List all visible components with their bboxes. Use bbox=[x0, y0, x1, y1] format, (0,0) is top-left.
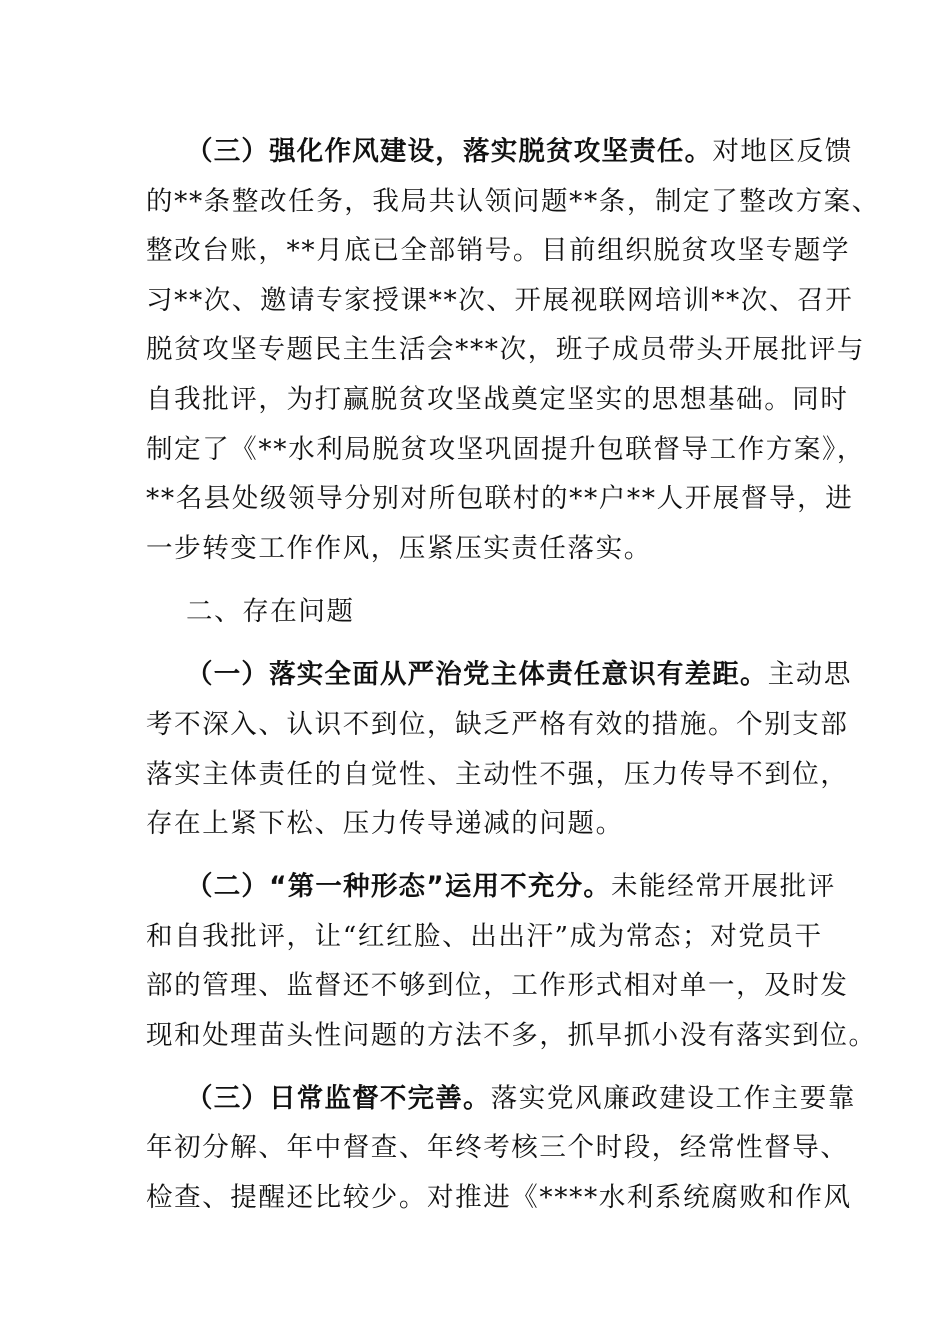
paragraph-first-line bbox=[186, 1081, 856, 1117]
paragraph-text-line: 脱贫攻坚专题民主生活会***次，班子成员带头开展批评与 bbox=[146, 334, 865, 365]
paragraph-text-line: 自我批评，为打赢脱贫攻坚战奠定坚实的思想基础。同时 bbox=[146, 384, 849, 415]
paragraph-text-line: 和自我批评，让“红红脸、出出汗”成为常态；对党员干 bbox=[146, 921, 823, 952]
paragraph-text-line: 一步转变工作作风，压紧压实责任落实。 bbox=[146, 533, 652, 564]
paragraph-heading: （三）日常监督不完善。 bbox=[186, 1083, 491, 1114]
paragraph-text: 主动思 bbox=[767, 659, 853, 690]
paragraph-text-line: 整改台账，**月底已全部销号。目前组织脱贫攻坚专题学 bbox=[146, 235, 851, 266]
paragraph-text-line: 年初分解、年中督查、年终考核三个时段，经常性督导、 bbox=[146, 1132, 849, 1163]
paragraph-text-line: 制定了《**水利局脱贫攻坚巩固提升包联督导工作方案》， bbox=[146, 434, 865, 465]
paragraph-text: 对地区反馈 bbox=[712, 136, 853, 167]
paragraph-text: 落实党风廉政建设工作主要靠 bbox=[490, 1083, 857, 1114]
paragraph-first-line bbox=[186, 869, 836, 905]
paragraph-text-line: 落实主体责任的自觉性、主动性不强，压力传导不到位， bbox=[146, 759, 849, 790]
paragraph-first-line bbox=[186, 657, 852, 693]
paragraph-text-line: 部的管理、监督还不够到位，工作形式相对单一，及时发 bbox=[146, 970, 849, 1001]
paragraph-text: 未能经常开展批评 bbox=[611, 871, 836, 902]
paragraph-text-line: 检查、提醒还比较少。对推进《****水利系统腐败和作风 bbox=[146, 1182, 852, 1213]
paragraph-text-line: **名县处级领导分别对所包联村的**户**人开展督导，进 bbox=[146, 483, 854, 514]
paragraph-text-line: 现和处理苗头性问题的方法不多，抓早抓小没有落实到位。 bbox=[146, 1020, 877, 1051]
paragraph-text-line: 考不深入、认识不到位，缺乏严格有效的措施。个别支部 bbox=[146, 709, 849, 740]
paragraph-heading: （二）“第一种形态”运用不充分。 bbox=[186, 871, 612, 902]
paragraph-heading: （一）落实全面从严治党主体责任意识有差距。 bbox=[186, 659, 768, 690]
paragraph-heading: （三）强化作风建设，落实脱贫攻坚责任。 bbox=[186, 136, 713, 167]
paragraph-text-line: 存在上紧下松、压力传导递减的问题。 bbox=[146, 808, 624, 839]
section-heading-problems: 二、存在问题 bbox=[186, 596, 355, 627]
paragraph-text-line: 习**次、邀请专家授课**次、开展视联网培训**次、召开 bbox=[146, 285, 854, 316]
paragraph-text-line: 的**条整改任务，我局共认领问题**条，制定了整改方案、 bbox=[146, 186, 880, 217]
paragraph-first-line bbox=[186, 134, 853, 170]
